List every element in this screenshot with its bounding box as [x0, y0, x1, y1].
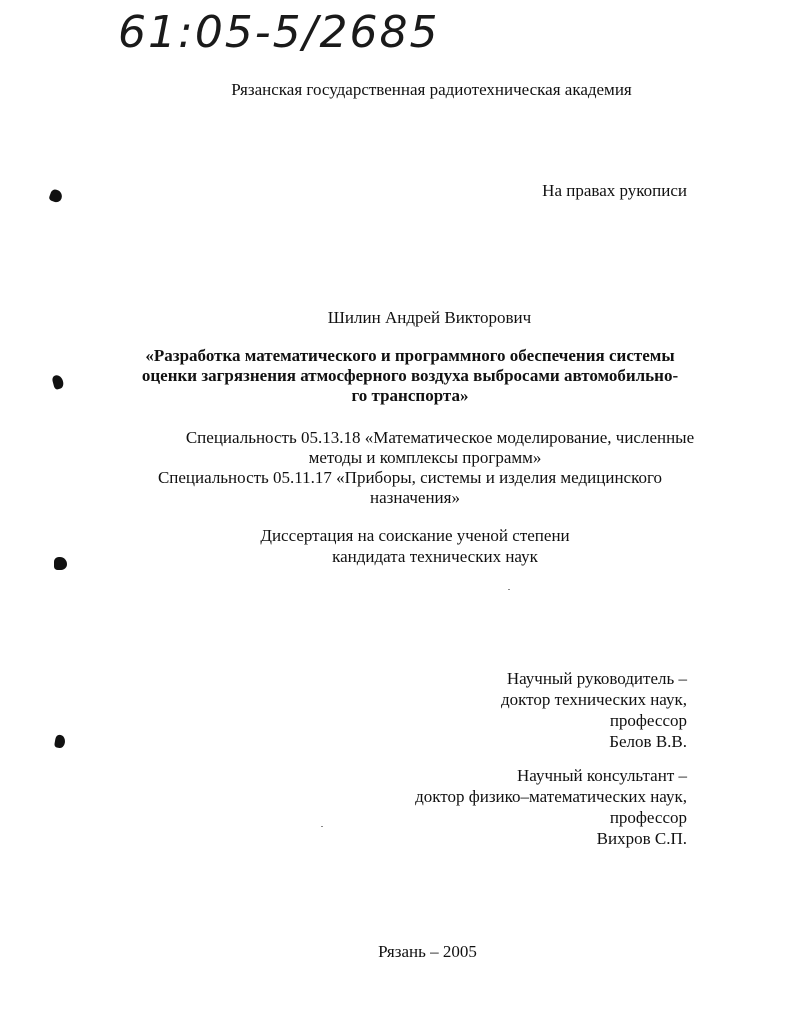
degree-line: кандидата технических наук — [332, 547, 538, 566]
supervisor-line: Научный руководитель – — [506, 669, 687, 688]
institution-name: Рязанская государственная радиотехническая академия — [231, 80, 632, 99]
scientific-consultant — [415, 765, 687, 849]
scientific-supervisor — [501, 668, 687, 752]
manuscript-rights-note: На правах рукописи — [542, 181, 687, 200]
specialty-2 — [120, 468, 700, 508]
supervisor-line: профессор — [609, 711, 687, 730]
degree-statement — [200, 525, 630, 567]
binding-hole-mark — [51, 374, 64, 390]
handwritten-archive-code: 61:05-5/2685 — [118, 7, 440, 58]
title-line: «Разработка математического и программного обеспечения системы — [145, 346, 675, 365]
dissertation-title — [120, 346, 700, 406]
specialty-line: Специальность 05.13.18 «Математическое моделирование, численные — [185, 428, 695, 447]
specialty-line: назначения» — [370, 488, 460, 507]
supervisor-line: Белов В.В. — [609, 732, 687, 751]
city-year-footer: Рязань – 2005 — [378, 942, 477, 961]
degree-line: Диссертация на соискание ученой степени — [260, 526, 570, 545]
consultant-line: Вихров С.П. — [596, 829, 687, 848]
consultant-line: профессор — [609, 808, 687, 827]
binding-hole-mark — [54, 734, 66, 749]
binding-hole-mark — [48, 188, 63, 203]
title-line: го транспорта» — [351, 386, 469, 405]
title-line: оценки загрязнения атмосферного воздуха выбросами автомобильно- — [141, 366, 679, 385]
author-name: Шилин Андрей Викторович — [327, 308, 532, 327]
supervisor-line: доктор технических наук, — [500, 690, 687, 709]
binding-hole-mark — [54, 557, 67, 570]
specialty-1 — [120, 428, 700, 468]
specialty-line: Специальность 05.11.17 «Приборы, системы и изделия медицинского — [157, 468, 663, 487]
consultant-line: Научный консультант – — [517, 766, 687, 785]
specialty-line: методы и комплексы программ» — [308, 448, 542, 467]
scan-speck — [321, 826, 323, 827]
consultant-line: доктор физико–математических наук, — [415, 787, 687, 806]
scan-speck — [508, 589, 510, 590]
